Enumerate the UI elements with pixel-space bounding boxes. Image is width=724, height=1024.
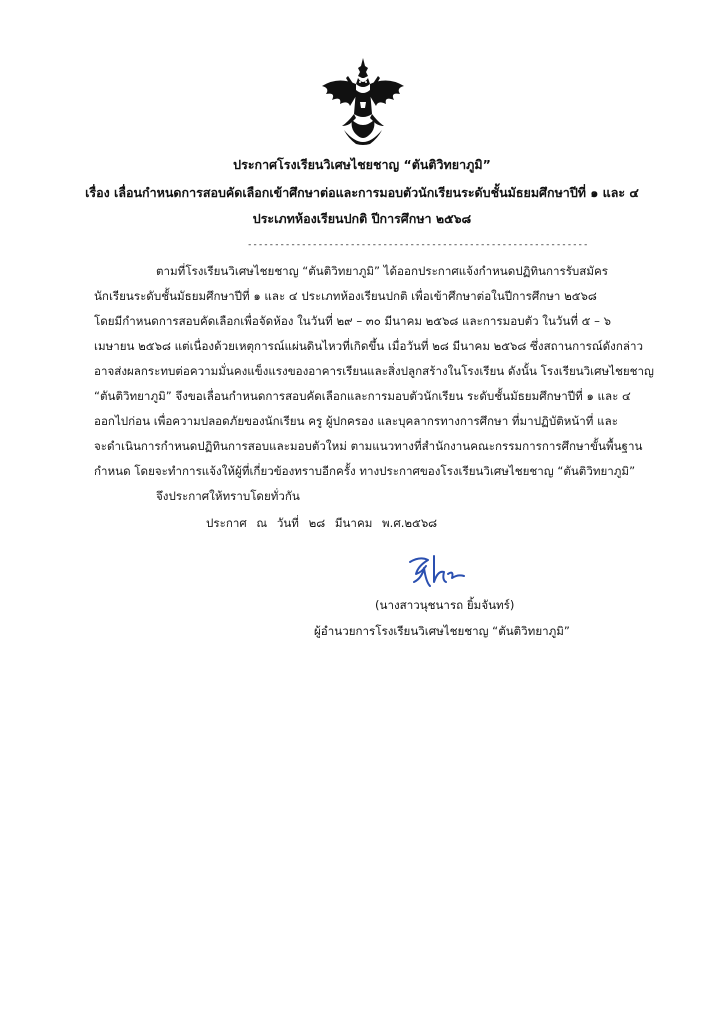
body-line: จึงประกาศให้ทราบโดยทั่วกัน: [156, 489, 300, 503]
garuda-emblem-icon: [318, 56, 408, 146]
body-line: โดยมีกำหนดการสอบคัดเลือกเพื่อจัดห้อง ในวันที่ ๒๙ – ๓๐ มีนาคม ๒๕๖๘ และการมอบตัว ในวันที่ ๕ – ๖: [94, 314, 611, 328]
body-line: อาจส่งผลกระทบต่อความมั่นคงแข็งแรงของอาคารเรียนและสิ่งปลูกสร้างในโรงเรียน ดังนั้น โรงเรียนวิเศษไชยชาญ: [94, 364, 654, 378]
signature-icon: [404, 552, 470, 592]
body-line: ตามที่โรงเรียนวิเศษไชยชาญ “ตันติวิทยาภูมิ” ได้ออกประกาศแจ้งกำหนดปฏิทินการรับสมัคร: [156, 264, 608, 278]
announcement-subject-continued: ประเภทห้องเรียนปกติ ปีการศึกษา ๒๕๖๘: [252, 211, 472, 226]
announcement-title: ประกาศโรงเรียนวิเศษไชยชาญ “ตันติวิทยาภูมิ”: [233, 157, 491, 172]
signatory-name: (นางสาวนุชนารถ ยิ้มจันทร์): [375, 598, 515, 612]
body-line: จะดำเนินการกำหนดปฏิทินการสอบและมอบตัวใหม่ ตามแนวทางที่สำนักงานคณะกรรมการการศึกษาขั้นพื้นฐาน: [94, 439, 643, 453]
body-line: เมษายน ๒๕๖๘ แต่เนื่องด้วยเหตุการณ์แผ่นดินไหวที่เกิดขึ้น เมื่อวันที่ ๒๘ มีนาคม ๒๕๖๘ ซึ่งสถานการณ์ดังกล่าว: [94, 339, 643, 353]
body-line: “ตันติวิทยาภูมิ” จึงขอเลื่อนกำหนดการสอบคัดเลือกและการมอบตัวนักเรียน ระดับชั้นมัธยมศึกษาปีที่ ๑ และ ๔: [94, 389, 631, 403]
body-line: กำหนด โดยจะทำการแจ้งให้ผู้ที่เกี่ยวข้องทราบอีกครั้ง ทางประกาศของโรงเรียนวิเศษไชยชาญ “ตันติวิทยาภูมิ”: [94, 464, 636, 478]
body-line: ออกไปก่อน เพื่อความปลอดภัยของนักเรียน ครู ผู้ปกครอง และบุคลากรทางการศึกษา ที่มาปฏิบัติหน้าที่ และ: [94, 414, 618, 428]
announcement-subject: เรื่อง เลื่อนกำหนดการสอบคัดเลือกเข้าศึกษาต่อและการมอบตัวนักเรียนระดับชั้นมัธยมศึกษาปีที่ ๑ และ ๔: [85, 185, 639, 200]
announce-date: ประกาศ ณ วันที่ ๒๘ มีนาคม พ.ศ.๒๕๖๘: [206, 516, 438, 530]
signatory-title: ผู้อำนวยการโรงเรียนวิเศษไชยชาญ “ตันติวิทยาภูมิ”: [314, 624, 570, 638]
body-line: นักเรียนระดับชั้นมัธยมศึกษาปีที่ ๑ และ ๔ ประเภทห้องเรียนปกติ เพื่อเข้าศึกษาต่อในปีการศึกษา ๒๕๖๘: [94, 289, 597, 303]
divider: ---------------------------------------------------------------: [247, 240, 589, 250]
